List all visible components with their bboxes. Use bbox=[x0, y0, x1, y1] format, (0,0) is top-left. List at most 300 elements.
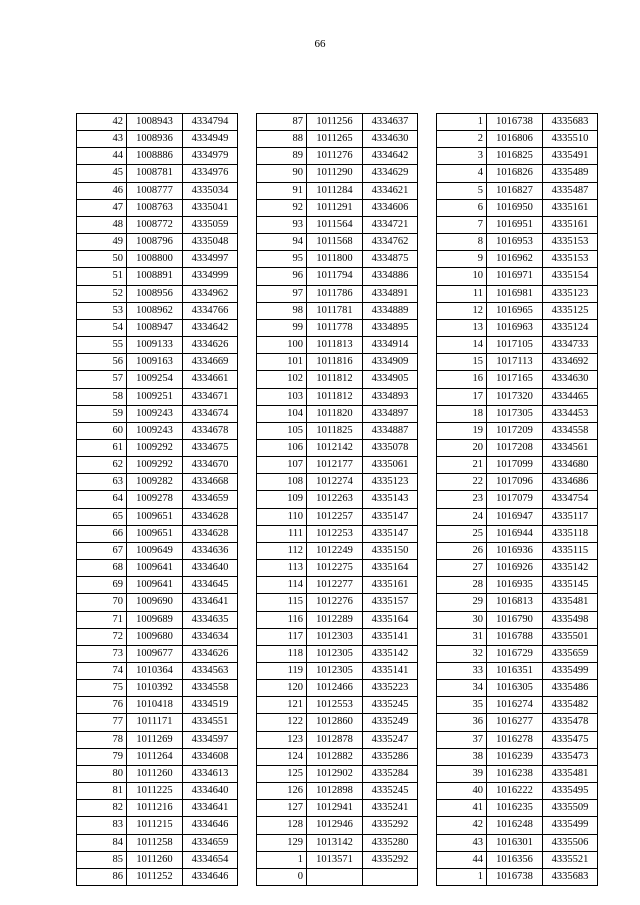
x-coordinate-cell: 1012878 bbox=[307, 731, 363, 748]
y-coordinate-cell: 4335481 bbox=[543, 765, 598, 782]
point-number-cell: 86 bbox=[77, 868, 127, 885]
point-number-cell: 17 bbox=[437, 388, 487, 405]
table-row bbox=[77, 388, 238, 405]
point-number-cell: 3 bbox=[437, 148, 487, 165]
y-coordinate-cell: 4335478 bbox=[543, 714, 598, 731]
x-coordinate-cell: 1016351 bbox=[487, 663, 543, 680]
table-row bbox=[257, 628, 418, 645]
x-coordinate-cell: 1016825 bbox=[487, 148, 543, 165]
point-number-cell: 123 bbox=[257, 731, 307, 748]
table-row bbox=[257, 337, 418, 354]
y-coordinate-cell: 4334659 bbox=[183, 491, 238, 508]
table-row bbox=[257, 560, 418, 577]
table-row bbox=[257, 457, 418, 474]
table-row bbox=[257, 371, 418, 388]
point-number-cell: 118 bbox=[257, 645, 307, 662]
table-row bbox=[77, 542, 238, 559]
y-coordinate-cell: 4334608 bbox=[183, 748, 238, 765]
x-coordinate-cell: 1017113 bbox=[487, 354, 543, 371]
table-row bbox=[257, 182, 418, 199]
table-row bbox=[257, 422, 418, 439]
x-coordinate-cell: 1008796 bbox=[127, 234, 183, 251]
x-coordinate-cell: 1016788 bbox=[487, 628, 543, 645]
y-coordinate-cell: 4334628 bbox=[183, 508, 238, 525]
point-number-cell: 11 bbox=[437, 285, 487, 302]
point-number-cell: 120 bbox=[257, 680, 307, 697]
table-row bbox=[437, 525, 598, 542]
y-coordinate-cell: 4334670 bbox=[183, 457, 238, 474]
y-coordinate-cell: 4334641 bbox=[183, 800, 238, 817]
table-row bbox=[437, 319, 598, 336]
y-coordinate-cell: 4335115 bbox=[543, 542, 598, 559]
point-number-cell: 33 bbox=[437, 663, 487, 680]
x-coordinate-cell: 1008800 bbox=[127, 251, 183, 268]
x-coordinate-cell: 1016238 bbox=[487, 765, 543, 782]
x-coordinate-cell: 1016729 bbox=[487, 645, 543, 662]
y-coordinate-cell: 4334634 bbox=[183, 628, 238, 645]
point-number-cell: 20 bbox=[437, 439, 487, 456]
point-number-cell: 12 bbox=[437, 302, 487, 319]
table-row bbox=[77, 851, 238, 868]
x-coordinate-cell: 1011812 bbox=[307, 388, 363, 405]
x-coordinate-cell: 1017208 bbox=[487, 439, 543, 456]
y-coordinate-cell: 4335510 bbox=[543, 131, 598, 148]
y-coordinate-cell: 4334905 bbox=[363, 371, 418, 388]
table-row bbox=[437, 371, 598, 388]
point-number-cell: 16 bbox=[437, 371, 487, 388]
point-number-cell: 73 bbox=[77, 645, 127, 662]
table-row bbox=[437, 268, 598, 285]
x-coordinate-cell: 1008962 bbox=[127, 302, 183, 319]
x-coordinate-cell: 1016981 bbox=[487, 285, 543, 302]
table-row bbox=[77, 302, 238, 319]
y-coordinate-cell: 4335495 bbox=[543, 783, 598, 800]
point-number-cell: 56 bbox=[77, 354, 127, 371]
coordinate-table-3 bbox=[436, 113, 598, 886]
table-row bbox=[437, 405, 598, 422]
point-number-cell: 22 bbox=[437, 474, 487, 491]
y-coordinate-cell: 4334766 bbox=[183, 302, 238, 319]
x-coordinate-cell: 1010392 bbox=[127, 680, 183, 697]
x-coordinate-cell: 1011260 bbox=[127, 851, 183, 868]
point-number-cell: 126 bbox=[257, 783, 307, 800]
point-number-cell: 122 bbox=[257, 714, 307, 731]
point-number-cell: 0 bbox=[257, 868, 307, 885]
x-coordinate-cell: 1011778 bbox=[307, 319, 363, 336]
point-number-cell: 115 bbox=[257, 594, 307, 611]
table-row bbox=[437, 337, 598, 354]
x-coordinate-cell: 1011825 bbox=[307, 422, 363, 439]
y-coordinate-cell: 4334640 bbox=[183, 783, 238, 800]
x-coordinate-cell: 1012274 bbox=[307, 474, 363, 491]
table-row bbox=[77, 680, 238, 697]
x-coordinate-cell: 1008947 bbox=[127, 319, 183, 336]
point-number-cell: 49 bbox=[77, 234, 127, 251]
x-coordinate-cell: 1011215 bbox=[127, 817, 183, 834]
x-coordinate-cell: 1011786 bbox=[307, 285, 363, 302]
table-row bbox=[257, 645, 418, 662]
point-number-cell: 116 bbox=[257, 611, 307, 628]
y-coordinate-cell: 4335164 bbox=[363, 611, 418, 628]
y-coordinate-cell: 4334733 bbox=[543, 337, 598, 354]
y-coordinate-cell: 4335147 bbox=[363, 508, 418, 525]
x-coordinate-cell: 1011781 bbox=[307, 302, 363, 319]
point-number-cell: 72 bbox=[77, 628, 127, 645]
y-coordinate-cell: 4334668 bbox=[183, 474, 238, 491]
x-coordinate-cell: 1011816 bbox=[307, 354, 363, 371]
y-coordinate-cell: 4335506 bbox=[543, 834, 598, 851]
x-coordinate-cell: 1009641 bbox=[127, 560, 183, 577]
table-row bbox=[437, 611, 598, 628]
y-coordinate-cell: 4335245 bbox=[363, 783, 418, 800]
x-coordinate-cell: 1012257 bbox=[307, 508, 363, 525]
x-coordinate-cell: 1012305 bbox=[307, 645, 363, 662]
table-row bbox=[437, 439, 598, 456]
x-coordinate-cell: 1013571 bbox=[307, 851, 363, 868]
table-row bbox=[437, 302, 598, 319]
table-row bbox=[437, 542, 598, 559]
x-coordinate-cell: 1011284 bbox=[307, 182, 363, 199]
x-coordinate-cell: 1009282 bbox=[127, 474, 183, 491]
y-coordinate-cell: 4334606 bbox=[363, 199, 418, 216]
y-coordinate-cell: 4335498 bbox=[543, 611, 598, 628]
y-coordinate-cell: 4334949 bbox=[183, 131, 238, 148]
point-number-cell: 106 bbox=[257, 439, 307, 456]
point-number-cell: 84 bbox=[77, 834, 127, 851]
y-coordinate-cell: 4334551 bbox=[183, 714, 238, 731]
x-coordinate-cell: 1016950 bbox=[487, 199, 543, 216]
y-coordinate-cell: 4334636 bbox=[183, 542, 238, 559]
table-row bbox=[257, 851, 418, 868]
point-number-cell: 88 bbox=[257, 131, 307, 148]
point-number-cell: 19 bbox=[437, 422, 487, 439]
point-number-cell: 44 bbox=[437, 851, 487, 868]
table-row bbox=[257, 577, 418, 594]
y-coordinate-cell: 4334628 bbox=[183, 525, 238, 542]
x-coordinate-cell: 1008886 bbox=[127, 148, 183, 165]
page-number: 66 bbox=[314, 38, 326, 50]
point-number-cell: 64 bbox=[77, 491, 127, 508]
table-row bbox=[77, 268, 238, 285]
y-coordinate-cell: 4334686 bbox=[543, 474, 598, 491]
x-coordinate-cell: 1016222 bbox=[487, 783, 543, 800]
y-coordinate-cell: 4335124 bbox=[543, 319, 598, 336]
point-number-cell: 70 bbox=[77, 594, 127, 611]
table-row bbox=[77, 234, 238, 251]
point-number-cell: 62 bbox=[77, 457, 127, 474]
table-row bbox=[437, 354, 598, 371]
point-number-cell: 92 bbox=[257, 199, 307, 216]
table-row bbox=[257, 800, 418, 817]
y-coordinate-cell: 4334914 bbox=[363, 337, 418, 354]
y-coordinate-cell: 4334626 bbox=[183, 337, 238, 354]
table-row bbox=[77, 611, 238, 628]
table-row bbox=[257, 542, 418, 559]
point-number-cell: 125 bbox=[257, 765, 307, 782]
x-coordinate-cell: 1012263 bbox=[307, 491, 363, 508]
x-coordinate-cell: 1012177 bbox=[307, 457, 363, 474]
y-coordinate-cell: 4334613 bbox=[183, 765, 238, 782]
x-coordinate-cell: 1012276 bbox=[307, 594, 363, 611]
y-coordinate-cell: 4334465 bbox=[543, 388, 598, 405]
y-coordinate-cell: 4334891 bbox=[363, 285, 418, 302]
y-coordinate-cell: 4335150 bbox=[363, 542, 418, 559]
point-number-cell: 76 bbox=[77, 697, 127, 714]
table-row bbox=[257, 388, 418, 405]
table-row bbox=[77, 422, 238, 439]
y-coordinate-cell: 4334678 bbox=[183, 422, 238, 439]
x-coordinate-cell: 1011290 bbox=[307, 165, 363, 182]
point-number-cell: 40 bbox=[437, 783, 487, 800]
x-coordinate-cell: 1016926 bbox=[487, 560, 543, 577]
x-coordinate-cell: 1011225 bbox=[127, 783, 183, 800]
table-row bbox=[77, 285, 238, 302]
point-number-cell: 101 bbox=[257, 354, 307, 371]
x-coordinate-cell: 1009133 bbox=[127, 337, 183, 354]
x-coordinate-cell: 1011812 bbox=[307, 371, 363, 388]
x-coordinate-cell: 1016962 bbox=[487, 251, 543, 268]
x-coordinate-cell: 1009292 bbox=[127, 457, 183, 474]
point-number-cell: 103 bbox=[257, 388, 307, 405]
table-row bbox=[77, 354, 238, 371]
point-number-cell: 32 bbox=[437, 645, 487, 662]
point-number-cell: 99 bbox=[257, 319, 307, 336]
point-number-cell: 23 bbox=[437, 491, 487, 508]
table-row bbox=[77, 199, 238, 216]
x-coordinate-cell: 1017209 bbox=[487, 422, 543, 439]
table-row bbox=[257, 680, 418, 697]
x-coordinate-cell: 1008936 bbox=[127, 131, 183, 148]
table-row bbox=[77, 645, 238, 662]
y-coordinate-cell: 4335509 bbox=[543, 800, 598, 817]
table-row bbox=[77, 765, 238, 782]
point-number-cell: 119 bbox=[257, 663, 307, 680]
x-coordinate-cell: 1011820 bbox=[307, 405, 363, 422]
table-row bbox=[257, 405, 418, 422]
x-coordinate-cell: 1016239 bbox=[487, 748, 543, 765]
x-coordinate-cell: 1012860 bbox=[307, 714, 363, 731]
y-coordinate-cell: 4334997 bbox=[183, 251, 238, 268]
y-coordinate-cell: 4335292 bbox=[363, 817, 418, 834]
table-row bbox=[437, 491, 598, 508]
y-coordinate-cell: 4335245 bbox=[363, 697, 418, 714]
y-coordinate-cell: 4334641 bbox=[183, 594, 238, 611]
x-coordinate-cell: 1012898 bbox=[307, 783, 363, 800]
table-row bbox=[77, 337, 238, 354]
point-number-cell: 96 bbox=[257, 268, 307, 285]
table-row bbox=[437, 645, 598, 662]
table-row bbox=[257, 783, 418, 800]
table-row bbox=[437, 234, 598, 251]
x-coordinate-cell: 1016356 bbox=[487, 851, 543, 868]
point-number-cell: 75 bbox=[77, 680, 127, 697]
x-coordinate-cell: 1011258 bbox=[127, 834, 183, 851]
point-number-cell: 55 bbox=[77, 337, 127, 354]
y-coordinate-cell: 4334640 bbox=[183, 560, 238, 577]
x-coordinate-cell: 1012275 bbox=[307, 560, 363, 577]
x-coordinate-cell: 1008956 bbox=[127, 285, 183, 302]
y-coordinate-cell: 4334646 bbox=[183, 868, 238, 885]
table-row bbox=[437, 800, 598, 817]
table-row bbox=[257, 731, 418, 748]
point-number-cell: 7 bbox=[437, 216, 487, 233]
y-coordinate-cell: 4335489 bbox=[543, 165, 598, 182]
x-coordinate-cell: 1011564 bbox=[307, 216, 363, 233]
x-coordinate-cell: 1016248 bbox=[487, 817, 543, 834]
point-number-cell: 69 bbox=[77, 577, 127, 594]
y-coordinate-cell: 4334976 bbox=[183, 165, 238, 182]
y-coordinate-cell: 4334762 bbox=[363, 234, 418, 251]
point-number-cell: 98 bbox=[257, 302, 307, 319]
point-number-cell: 34 bbox=[437, 680, 487, 697]
y-coordinate-cell: 4335123 bbox=[543, 285, 598, 302]
point-number-cell: 9 bbox=[437, 251, 487, 268]
point-number-cell: 6 bbox=[437, 199, 487, 216]
table-row bbox=[437, 663, 598, 680]
x-coordinate-cell: 1016827 bbox=[487, 182, 543, 199]
x-coordinate-cell: 1012249 bbox=[307, 542, 363, 559]
x-coordinate-cell: 1017105 bbox=[487, 337, 543, 354]
x-coordinate-cell: 1012553 bbox=[307, 697, 363, 714]
table-row bbox=[437, 594, 598, 611]
point-number-cell: 53 bbox=[77, 302, 127, 319]
table-row bbox=[77, 165, 238, 182]
table-row bbox=[77, 251, 238, 268]
x-coordinate-cell: 1011256 bbox=[307, 114, 363, 131]
y-coordinate-cell: 4334680 bbox=[543, 457, 598, 474]
y-coordinate-cell: 4335475 bbox=[543, 731, 598, 748]
point-number-cell: 24 bbox=[437, 508, 487, 525]
table-row bbox=[257, 234, 418, 251]
y-coordinate-cell: 4334671 bbox=[183, 388, 238, 405]
y-coordinate-cell: 4335284 bbox=[363, 765, 418, 782]
point-number-cell: 95 bbox=[257, 251, 307, 268]
table-row bbox=[437, 697, 598, 714]
y-coordinate-cell: 4334563 bbox=[183, 663, 238, 680]
table-row bbox=[77, 663, 238, 680]
point-number-cell: 51 bbox=[77, 268, 127, 285]
y-coordinate-cell: 4334645 bbox=[183, 577, 238, 594]
table-row bbox=[437, 783, 598, 800]
table-row bbox=[437, 182, 598, 199]
y-coordinate-cell: 4335157 bbox=[363, 594, 418, 611]
y-coordinate-cell: 4334635 bbox=[183, 611, 238, 628]
x-coordinate-cell bbox=[307, 868, 363, 885]
table-row bbox=[437, 834, 598, 851]
y-coordinate-cell: 4334895 bbox=[363, 319, 418, 336]
table-row bbox=[437, 851, 598, 868]
y-coordinate-cell: 4334654 bbox=[183, 851, 238, 868]
y-coordinate-cell: 4334642 bbox=[183, 319, 238, 336]
y-coordinate-cell: 4334889 bbox=[363, 302, 418, 319]
table-row bbox=[257, 319, 418, 336]
y-coordinate-cell: 4334626 bbox=[183, 645, 238, 662]
y-coordinate-cell: 4334979 bbox=[183, 148, 238, 165]
point-number-cell: 25 bbox=[437, 525, 487, 542]
table-row bbox=[257, 165, 418, 182]
point-number-cell: 54 bbox=[77, 319, 127, 336]
table-row bbox=[77, 560, 238, 577]
point-number-cell: 52 bbox=[77, 285, 127, 302]
x-coordinate-cell: 1016301 bbox=[487, 834, 543, 851]
y-coordinate-cell: 4335501 bbox=[543, 628, 598, 645]
table-row bbox=[437, 508, 598, 525]
table-row bbox=[77, 697, 238, 714]
x-coordinate-cell: 1011269 bbox=[127, 731, 183, 748]
point-number-cell: 89 bbox=[257, 148, 307, 165]
y-coordinate-cell: 4334558 bbox=[543, 422, 598, 439]
table-row bbox=[77, 525, 238, 542]
y-coordinate-cell: 4335041 bbox=[183, 199, 238, 216]
y-coordinate-cell: 4335078 bbox=[363, 439, 418, 456]
point-number-cell: 117 bbox=[257, 628, 307, 645]
x-coordinate-cell: 1012277 bbox=[307, 577, 363, 594]
y-coordinate-cell: 4335161 bbox=[543, 216, 598, 233]
point-number-cell: 5 bbox=[437, 182, 487, 199]
table-row bbox=[257, 216, 418, 233]
x-coordinate-cell: 1016965 bbox=[487, 302, 543, 319]
table-row bbox=[257, 439, 418, 456]
x-coordinate-cell: 1008777 bbox=[127, 182, 183, 199]
x-coordinate-cell: 1016963 bbox=[487, 319, 543, 336]
point-number-cell: 94 bbox=[257, 234, 307, 251]
x-coordinate-cell: 1016305 bbox=[487, 680, 543, 697]
y-coordinate-cell: 4335481 bbox=[543, 594, 598, 611]
x-coordinate-cell: 1016278 bbox=[487, 731, 543, 748]
table-row bbox=[437, 577, 598, 594]
point-number-cell: 21 bbox=[437, 457, 487, 474]
point-number-cell: 37 bbox=[437, 731, 487, 748]
y-coordinate-cell: 4334630 bbox=[363, 131, 418, 148]
y-coordinate-cell: 4335118 bbox=[543, 525, 598, 542]
y-coordinate-cell: 4334637 bbox=[363, 114, 418, 131]
y-coordinate-cell: 4335153 bbox=[543, 251, 598, 268]
x-coordinate-cell: 1016951 bbox=[487, 216, 543, 233]
point-number-cell: 41 bbox=[437, 800, 487, 817]
y-coordinate-cell: 4335292 bbox=[363, 851, 418, 868]
table-row bbox=[437, 131, 598, 148]
point-number-cell: 71 bbox=[77, 611, 127, 628]
point-number-cell: 90 bbox=[257, 165, 307, 182]
y-coordinate-cell: 4334897 bbox=[363, 405, 418, 422]
y-coordinate-cell: 4335286 bbox=[363, 748, 418, 765]
table-row bbox=[437, 680, 598, 697]
y-coordinate-cell: 4335249 bbox=[363, 714, 418, 731]
y-coordinate-cell: 4335491 bbox=[543, 148, 598, 165]
x-coordinate-cell: 1009651 bbox=[127, 525, 183, 542]
x-coordinate-cell: 1012882 bbox=[307, 748, 363, 765]
table-row bbox=[77, 182, 238, 199]
x-coordinate-cell: 1009680 bbox=[127, 628, 183, 645]
table-row bbox=[257, 697, 418, 714]
y-coordinate-cell: 4335683 bbox=[543, 868, 598, 885]
y-coordinate-cell: 4334886 bbox=[363, 268, 418, 285]
y-coordinate-cell: 4334721 bbox=[363, 216, 418, 233]
table-row bbox=[77, 371, 238, 388]
table-row bbox=[437, 765, 598, 782]
table-row bbox=[437, 748, 598, 765]
y-coordinate-cell: 4334646 bbox=[183, 817, 238, 834]
x-coordinate-cell: 1009292 bbox=[127, 439, 183, 456]
point-number-cell: 81 bbox=[77, 783, 127, 800]
point-number-cell: 105 bbox=[257, 422, 307, 439]
point-number-cell: 27 bbox=[437, 560, 487, 577]
point-number-cell: 124 bbox=[257, 748, 307, 765]
table-row bbox=[257, 148, 418, 165]
x-coordinate-cell: 1011265 bbox=[307, 131, 363, 148]
point-number-cell: 29 bbox=[437, 594, 487, 611]
table-row bbox=[437, 422, 598, 439]
